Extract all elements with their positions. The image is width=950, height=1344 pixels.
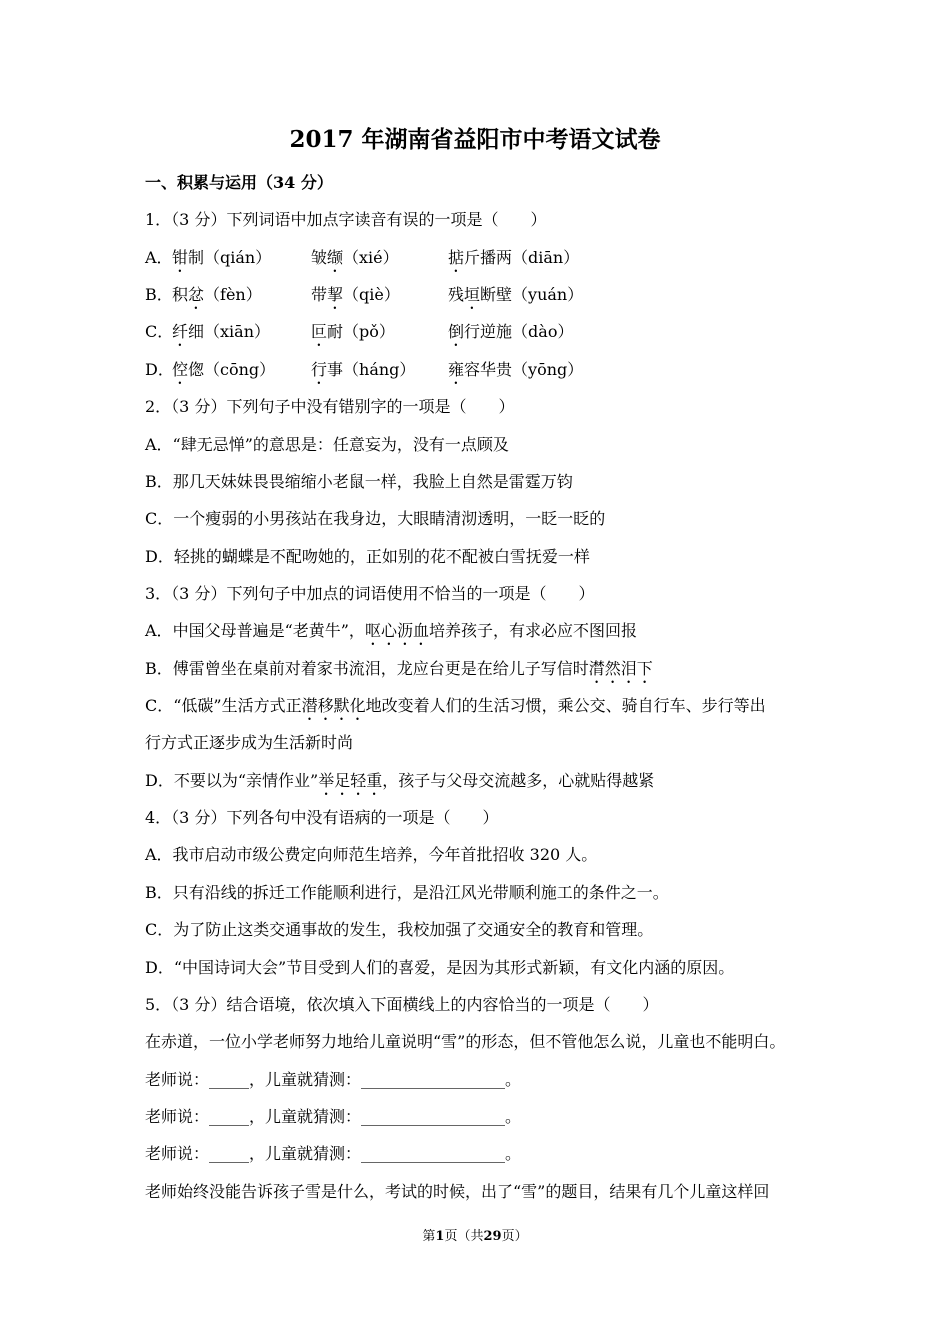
dotted-char: 倒 — [448, 322, 465, 342]
word-item — [311, 313, 448, 350]
exam-content — [145, 164, 825, 1210]
sentence-text: 中国父母普遍是“老黄牛”， — [172, 621, 365, 641]
question-3-option-a — [145, 612, 825, 649]
option-label: D． — [145, 359, 174, 379]
dotted-char: 叵 — [311, 322, 328, 342]
question-3-option-c — [145, 687, 825, 724]
question-5-passage: 在赤道，一位小学老师努力地给儿童说明“雪”的形态，但不管他怎么说，儿童也不能明白。 — [145, 1032, 786, 1052]
pinyin: （háng） — [343, 359, 416, 379]
question-1-option-b — [145, 276, 825, 313]
option-label: D． — [145, 770, 174, 790]
pinyin: （diān） — [512, 247, 580, 267]
word-rest: 耐 — [327, 322, 344, 342]
word-item — [448, 313, 573, 350]
pinyin: （dào） — [512, 322, 574, 342]
word-rest: 断壁 — [480, 285, 513, 305]
question-5-dialogue-line: 老师说：_____，儿童就猜测：__________________。 — [145, 1106, 522, 1126]
word-rest: 行逆施 — [464, 322, 513, 342]
word-rest: 偬 — [188, 359, 205, 379]
word-rest: 残 — [448, 285, 465, 305]
word-rest: 制 — [188, 247, 205, 267]
question-2-stem: 2．（3 分）下列句子中没有错别字的一项是（ ） — [145, 397, 515, 417]
dotted-char: 钳 — [172, 247, 189, 267]
question-3-option-d — [145, 762, 825, 799]
dotted-char: 倥 — [172, 359, 189, 379]
question-4-stem: 4．（3 分）下列各句中没有语病的一项是（ ） — [145, 808, 499, 828]
question-1-option-c — [145, 313, 825, 350]
question-2-option-a: A．“肆无忌惮”的意思是：任意妄为，没有一点顾及 — [145, 434, 509, 454]
word-rest: 皱 — [311, 247, 328, 267]
word-item — [172, 313, 311, 350]
word-rest: 斤播两 — [464, 247, 513, 267]
word-item — [448, 239, 579, 276]
pinyin: （cōng） — [204, 359, 276, 379]
question-2-option-b: B．那几天妹妹畏畏缩缩小老鼠一样，我脸上自然是雷霆万钧 — [145, 471, 573, 491]
word-item — [311, 351, 448, 388]
option-label: A． — [145, 247, 173, 267]
page-number: 1 — [435, 1229, 445, 1244]
dotted-phrase: 呕心沥血 — [364, 621, 429, 641]
dotted-char: 行 — [311, 359, 328, 379]
sentence-text: “低碳”生活方式正 — [173, 696, 302, 716]
dotted-char: 雍 — [448, 359, 465, 379]
pinyin: （pǒ） — [343, 322, 395, 342]
question-4-option-a: A．我市启动市级公费定向师范生培养，今年首批招收 320 人。 — [145, 845, 598, 865]
page-footer — [0, 1226, 950, 1248]
sentence-text: 傅雷曾坐在桌前对着家书流泪，龙应台更是在给儿子写信时 — [172, 658, 589, 678]
dotted-phrase: 潜移默化 — [301, 696, 366, 716]
page-total: 29 — [483, 1229, 502, 1244]
sentence-text: 培养孩子，有求必应不图回报 — [428, 621, 637, 641]
question-3-stem: 3．（3 分）下列句子中加点的词语使用不恰当的一项是（ ） — [145, 583, 595, 603]
pinyin: （yōng） — [512, 359, 584, 379]
dotted-char: 缬 — [327, 247, 344, 267]
section-heading: 一、积累与运用（34 分） — [145, 173, 333, 192]
question-4-option-c: C．为了防止这类交通事故的发生，我校加强了交通安全的教育和管理。 — [145, 920, 654, 940]
question-5-stem: 5．（3 分）结合语境，依次填入下面横线上的内容恰当的一项是（ ） — [145, 994, 659, 1014]
option-label: A． — [145, 621, 173, 641]
word-item — [172, 351, 311, 388]
question-5-closing: 老师始终没能告诉孩子雪是什么，考试的时候，出了“雪”的题目，结果有几个儿童这样回 — [145, 1181, 770, 1201]
word-rest: 细 — [188, 322, 205, 342]
dotted-phrase: 潸然泪下 — [588, 658, 653, 678]
word-rest: 事 — [327, 359, 344, 379]
word-item — [172, 239, 311, 276]
option-label: C． — [145, 696, 174, 716]
pinyin: （qián） — [204, 247, 272, 267]
question-4-option-d: D．“中国诗词大会”节目受到人们的喜爱，是因为其形式新颖，有文化内涵的原因。 — [145, 957, 735, 977]
dotted-char: 挈 — [327, 285, 344, 305]
footer-suffix: 页） — [501, 1229, 528, 1244]
dotted-char: 垣 — [464, 285, 481, 305]
exam-title: 2017 年湖南省益阳市中考语文试卷 — [289, 126, 661, 153]
question-1-option-a — [145, 239, 825, 276]
word-item — [448, 276, 583, 313]
question-1-option-d — [145, 351, 825, 388]
word-item — [172, 276, 311, 313]
footer-middle: 页（共 — [444, 1229, 484, 1244]
dotted-char: 纤 — [172, 322, 189, 342]
question-3-option-c-continued: 行方式正逐步成为生活新时尚 — [145, 733, 354, 753]
pinyin: （xiān） — [204, 322, 271, 342]
option-label: B． — [145, 285, 173, 305]
dotted-char: 掂 — [448, 247, 465, 267]
sentence-text: ，孩子与父母交流越多，心就贴得越紧 — [382, 770, 655, 790]
option-label: C． — [145, 322, 174, 342]
dotted-phrase: 举足轻重 — [318, 770, 383, 790]
word-item — [448, 351, 583, 388]
pinyin: （fèn） — [204, 285, 262, 305]
question-3-option-b — [145, 650, 825, 687]
pinyin: （xié） — [343, 247, 399, 267]
word-item — [311, 276, 448, 313]
question-4-option-b: B．只有沿线的拆迁工作能顺利进行，是沿江风光带顺利施工的条件之一。 — [145, 882, 669, 902]
question-2-option-c: C．一个瘦弱的小男孩站在我身边，大眼睛清沏透明，一眨一眨的 — [145, 509, 606, 529]
question-5-dialogue-line: 老师说：_____，儿童就猜测：__________________。 — [145, 1144, 522, 1164]
dotted-char: 忿 — [188, 285, 205, 305]
pinyin: （yuán） — [512, 285, 584, 305]
question-2-option-d: D．轻挑的蝴蝶是不配吻她的，正如别的花不配被白雪抚爱一样 — [145, 546, 590, 566]
option-label: B． — [145, 658, 173, 678]
question-5-dialogue-line: 老师说：_____，儿童就猜测：__________________。 — [145, 1069, 522, 1089]
word-rest: 积 — [172, 285, 189, 305]
word-item — [311, 239, 448, 276]
sentence-text: 地改变着人们的生活习惯，乘公交、骑自行车、步行等出 — [365, 696, 766, 716]
sentence-text: 不要以为“亲情作业” — [173, 770, 319, 790]
pinyin: （qiè） — [343, 285, 400, 305]
footer-prefix: 第 — [422, 1229, 436, 1244]
word-rest: 带 — [311, 285, 328, 305]
question-1-stem: 1．（3 分）下列词语中加点字读音有误的一项是（ ） — [145, 210, 547, 230]
word-rest: 容华贵 — [464, 359, 513, 379]
